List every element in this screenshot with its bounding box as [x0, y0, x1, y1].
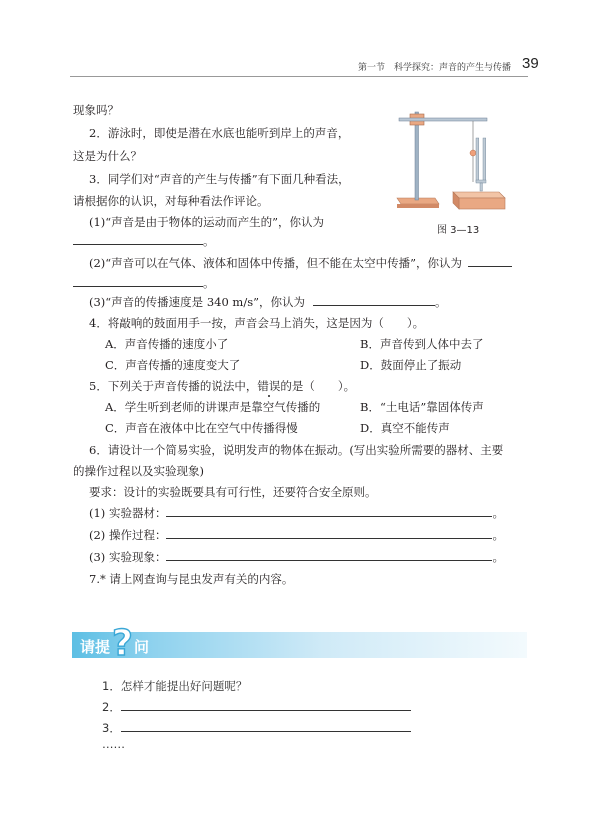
text-line: 现象吗？ — [73, 103, 119, 117]
figure-apparatus — [395, 100, 515, 218]
view-2 — [89, 255, 512, 271]
answer-blank[interactable] — [313, 294, 435, 306]
period: 。 — [492, 506, 504, 520]
emphasis-text: 错误 — [257, 379, 281, 393]
ask-item-3-num: 3． — [102, 721, 121, 735]
question-5-pre: 5．下列关于声音传播的说法中， — [89, 379, 258, 393]
question-mark-glyph-icon — [110, 622, 136, 662]
step-3 — [89, 549, 504, 565]
question-3: 3．同学们对“声音的产生与传播”有下面几种看法， — [89, 172, 350, 186]
header-rule — [70, 76, 528, 77]
option-5c: C．声音在液体中比在空气中传播得慢 — [105, 421, 298, 435]
running-header: 第一节 科学探究：声音的产生与传播 — [358, 63, 512, 73]
answer-blank[interactable] — [121, 720, 411, 732]
step-2-label: (2) 操作过程： — [89, 528, 167, 542]
step-1 — [89, 505, 504, 521]
option-4d: D．鼓面停止了振动 — [360, 358, 462, 372]
step-1-label: (1) 实验器材： — [89, 506, 167, 520]
option-5d: D．真空不能传声 — [360, 421, 450, 435]
answer-blank[interactable] — [166, 505, 492, 517]
question-mark-icon — [110, 622, 136, 662]
step-2 — [89, 527, 504, 543]
question-6-cont: 的操作过程以及实验现象) — [73, 464, 204, 478]
answer-blank[interactable] — [73, 275, 203, 287]
question-3-cont: 请根据你的认识，对每种看法作评论。 — [73, 194, 269, 208]
view-1: (1)“声音是由于物体的运动而产生的”，你认为 — [89, 215, 325, 229]
ask-banner-title-left: 请提 — [80, 638, 111, 656]
requirement: 要求：设计的实验既要具有可行性，还要符合安全原则。 — [89, 485, 377, 499]
view-2-answer-line[interactable] — [73, 275, 215, 291]
period: 。 — [492, 528, 504, 542]
ask-item-2-num: 2． — [102, 700, 121, 714]
view-3 — [89, 294, 447, 310]
figure-caption: 图 3—13 — [437, 225, 480, 236]
answer-blank[interactable] — [166, 549, 492, 561]
option-5b: B．“土电话”靠固体传声 — [360, 400, 484, 414]
option-4b: B．声音传到人体中去了 — [360, 337, 484, 351]
question-2: 2．游泳时，即使是潜在水底也能听到岸上的声音， — [89, 126, 350, 140]
question-4: 4．将敲响的鼓面用手一按，声音会马上消失，这是因为（ ）。 — [89, 316, 425, 330]
period: 。 — [492, 550, 504, 564]
question-2-cont: 这是为什么？ — [73, 149, 142, 163]
view-3-text: (3)“声音的传播速度是 340 m/s”，你认为 — [89, 295, 305, 309]
option-5a: A．学生听到老师的讲课声是靠空气传播的 — [105, 400, 321, 414]
step-3-label: (3) 实验现象： — [89, 550, 167, 564]
ask-banner-title-right: 问 — [134, 638, 150, 656]
ask-more-ellipsis: …… — [102, 737, 125, 751]
page-number: 39 — [522, 55, 539, 72]
view-1-answer-line[interactable] — [73, 233, 215, 249]
period: 。 — [203, 234, 215, 248]
option-4c: C．声音传播的速度变大了 — [105, 358, 241, 372]
question-7: 7.* 请上网查询与昆虫发声有关的内容。 — [89, 572, 294, 586]
ask-item-1: 1．怎样才能提出好问题呢？ — [102, 679, 248, 693]
question-6: 6．请设计一个简易实验，说明发声的物体在振动。(写出实验所需要的器材、主要 — [89, 443, 504, 457]
ask-item-2 — [102, 699, 411, 715]
question-5-post: 的是（ ）。 — [280, 379, 356, 393]
view-2-text: (2)“声音可以在气体、液体和固体中传播，但不能在太空中传播”，你认为 — [89, 256, 463, 270]
answer-blank[interactable] — [121, 699, 411, 711]
option-4a: A．声音传播的速度小了 — [105, 337, 229, 351]
question-mark-text: ? — [112, 623, 133, 662]
answer-blank[interactable] — [73, 233, 203, 245]
answer-blank[interactable] — [468, 255, 512, 267]
period: 。 — [203, 276, 215, 290]
question-5 — [89, 378, 355, 394]
tuning-fork-stand-illustration — [395, 100, 515, 218]
period: 。 — [435, 295, 447, 309]
ask-item-3 — [102, 720, 411, 736]
answer-blank[interactable] — [166, 527, 492, 539]
